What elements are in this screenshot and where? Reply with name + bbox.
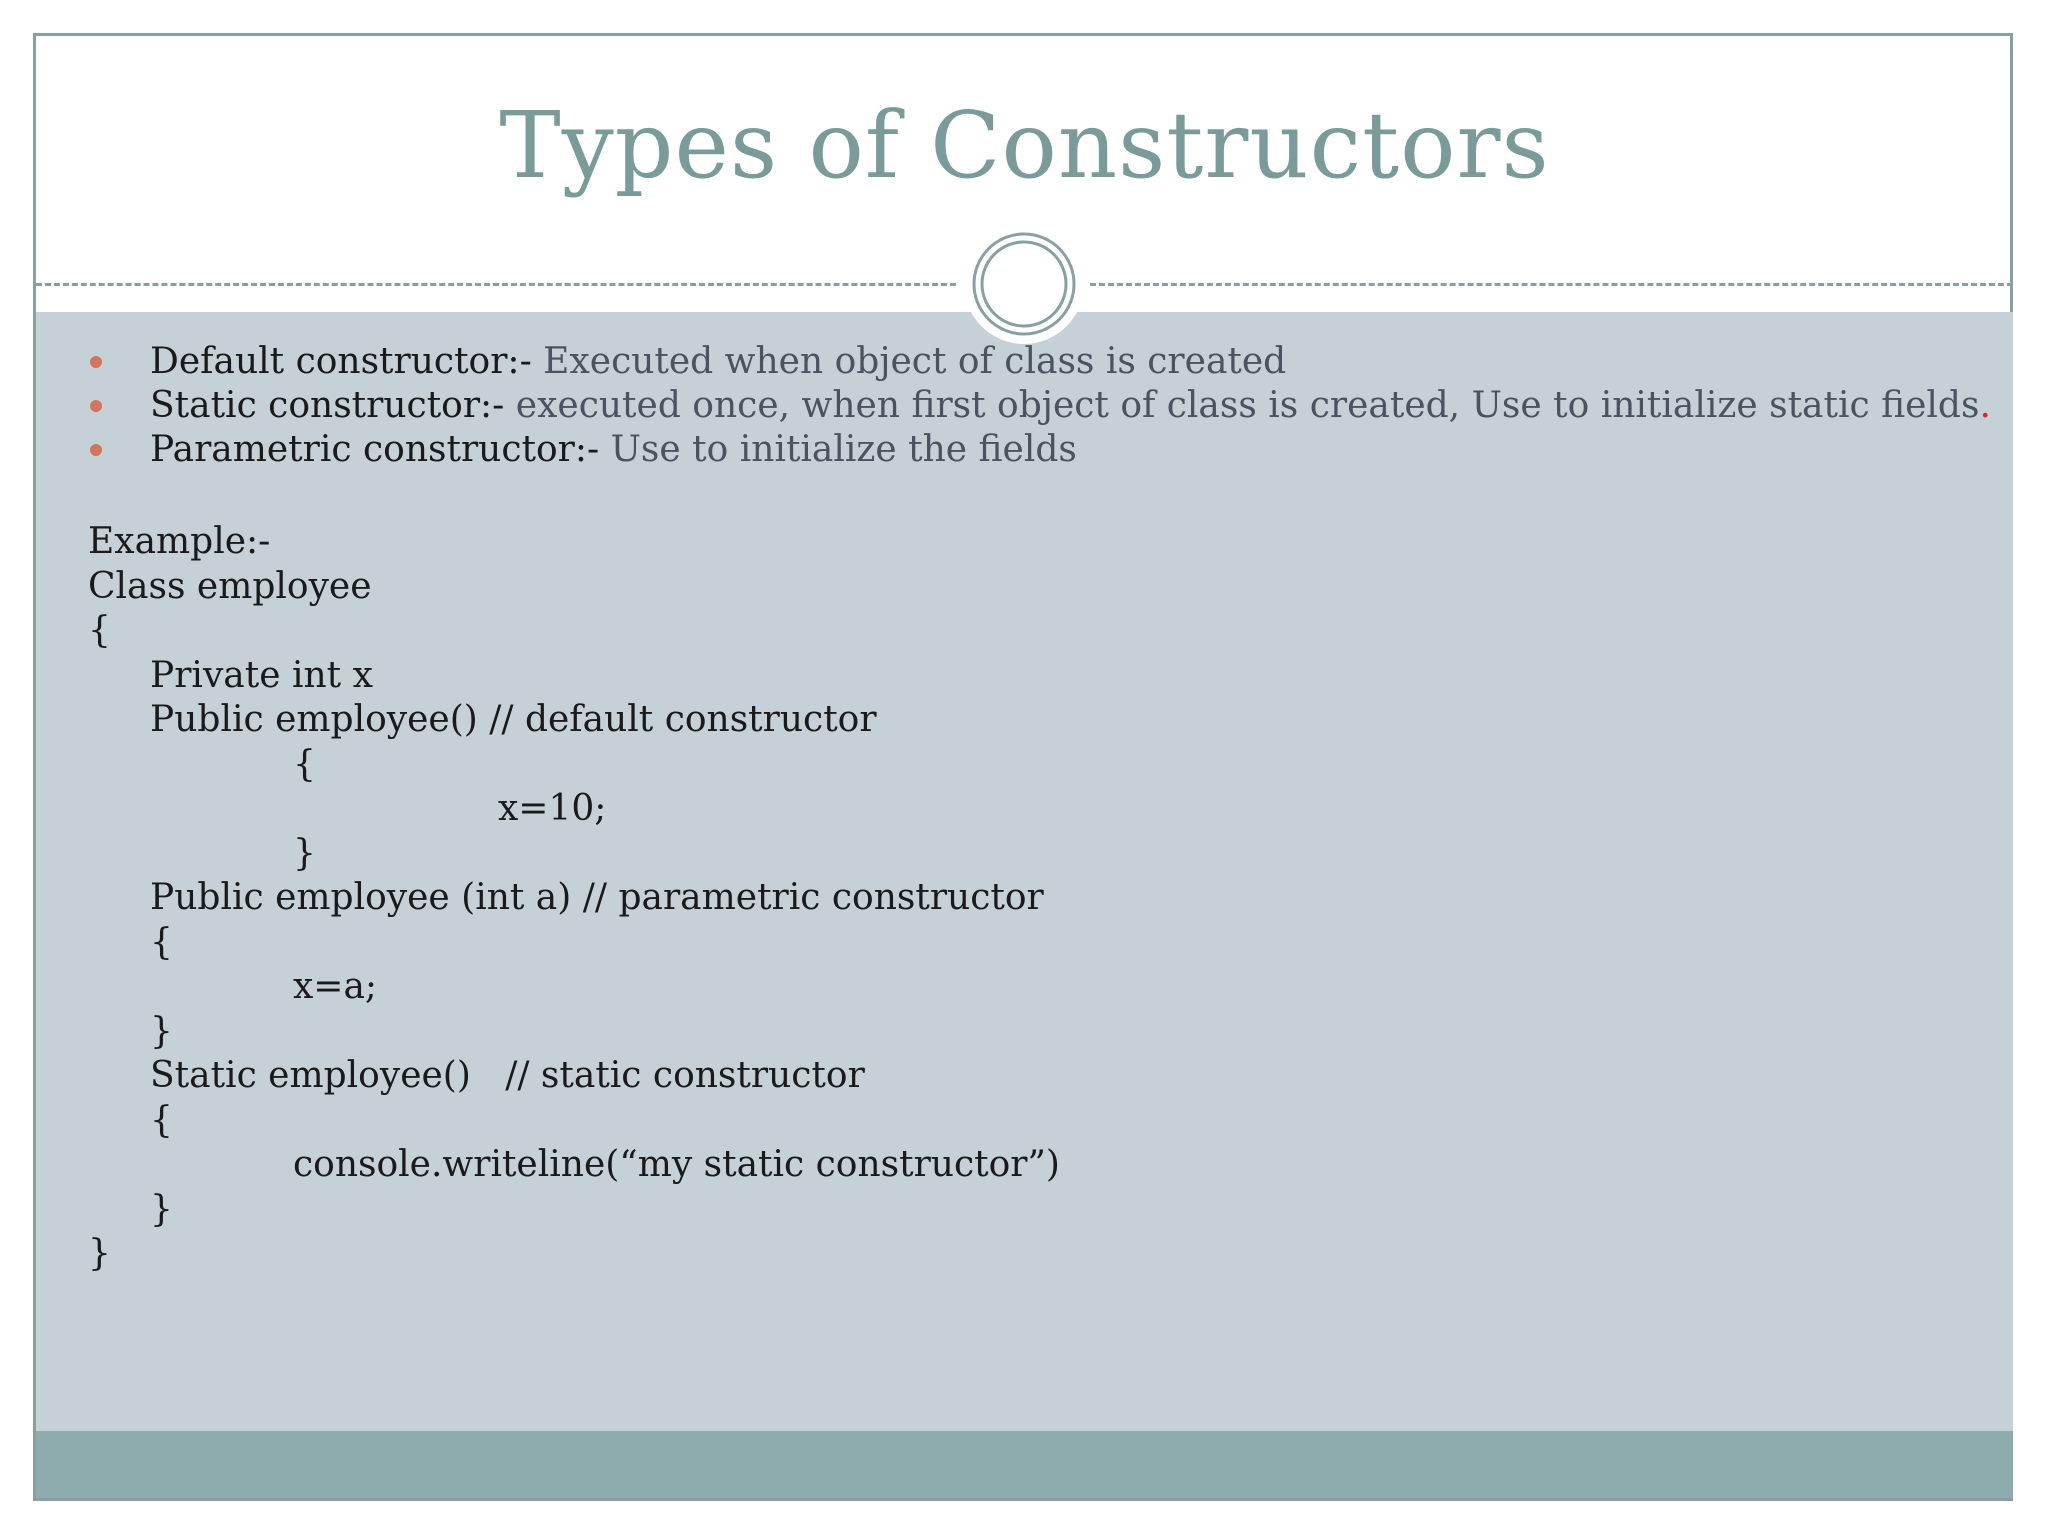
dot-icon: [90, 444, 102, 456]
code-line: Class employee: [88, 565, 372, 607]
code-line: x=a;: [293, 966, 378, 1007]
slide-title: Types of Constructors: [499, 92, 1550, 199]
bullet-description: Use to initialize the fields: [599, 429, 1077, 470]
bullet-description: Executed when object of class is created: [531, 341, 1287, 382]
bullet-term: Static constructor:-: [150, 385, 505, 426]
footer-band: [36, 1431, 2013, 1498]
code-line: {: [150, 921, 173, 963]
title-divider-right: [1090, 283, 2013, 286]
code-line: }: [150, 1188, 173, 1230]
code-line: Example:-: [88, 521, 271, 562]
code-line: Static employee() // static constructor: [150, 1055, 865, 1096]
code-line: }: [150, 1010, 173, 1052]
bullet-item: [90, 428, 1991, 472]
code-line: Public employee (int a) // parametric constructor: [150, 877, 1044, 918]
bullet-term: Parametric constructor:-: [150, 429, 600, 470]
code-line: }: [88, 1233, 111, 1274]
double-ring-circle-icon: [962, 222, 1086, 346]
code-line: x=10;: [498, 788, 607, 829]
code-line: Private int x: [150, 654, 373, 696]
bullet-list: [90, 340, 1991, 472]
code-line: Public employee() // default constructor: [150, 699, 877, 740]
code-line: {: [88, 610, 111, 651]
dot-icon: [90, 400, 102, 412]
code-line: {: [293, 743, 316, 785]
bullet-item: [90, 340, 1991, 384]
bullet-description: executed once, when first object of class is created, Use to initialize static fields: [504, 385, 1980, 426]
bullet-trailing: .: [1979, 385, 1991, 426]
code-line: {: [150, 1099, 173, 1141]
dot-icon: [90, 356, 102, 368]
title-divider-left: [36, 283, 956, 286]
code-line: }: [293, 832, 316, 874]
code-example: [88, 520, 1060, 1277]
bullet-item: [90, 384, 1991, 428]
bullet-term: Default constructor:-: [150, 341, 532, 382]
code-line: console.writeline(“my static constructor”): [293, 1144, 1060, 1185]
